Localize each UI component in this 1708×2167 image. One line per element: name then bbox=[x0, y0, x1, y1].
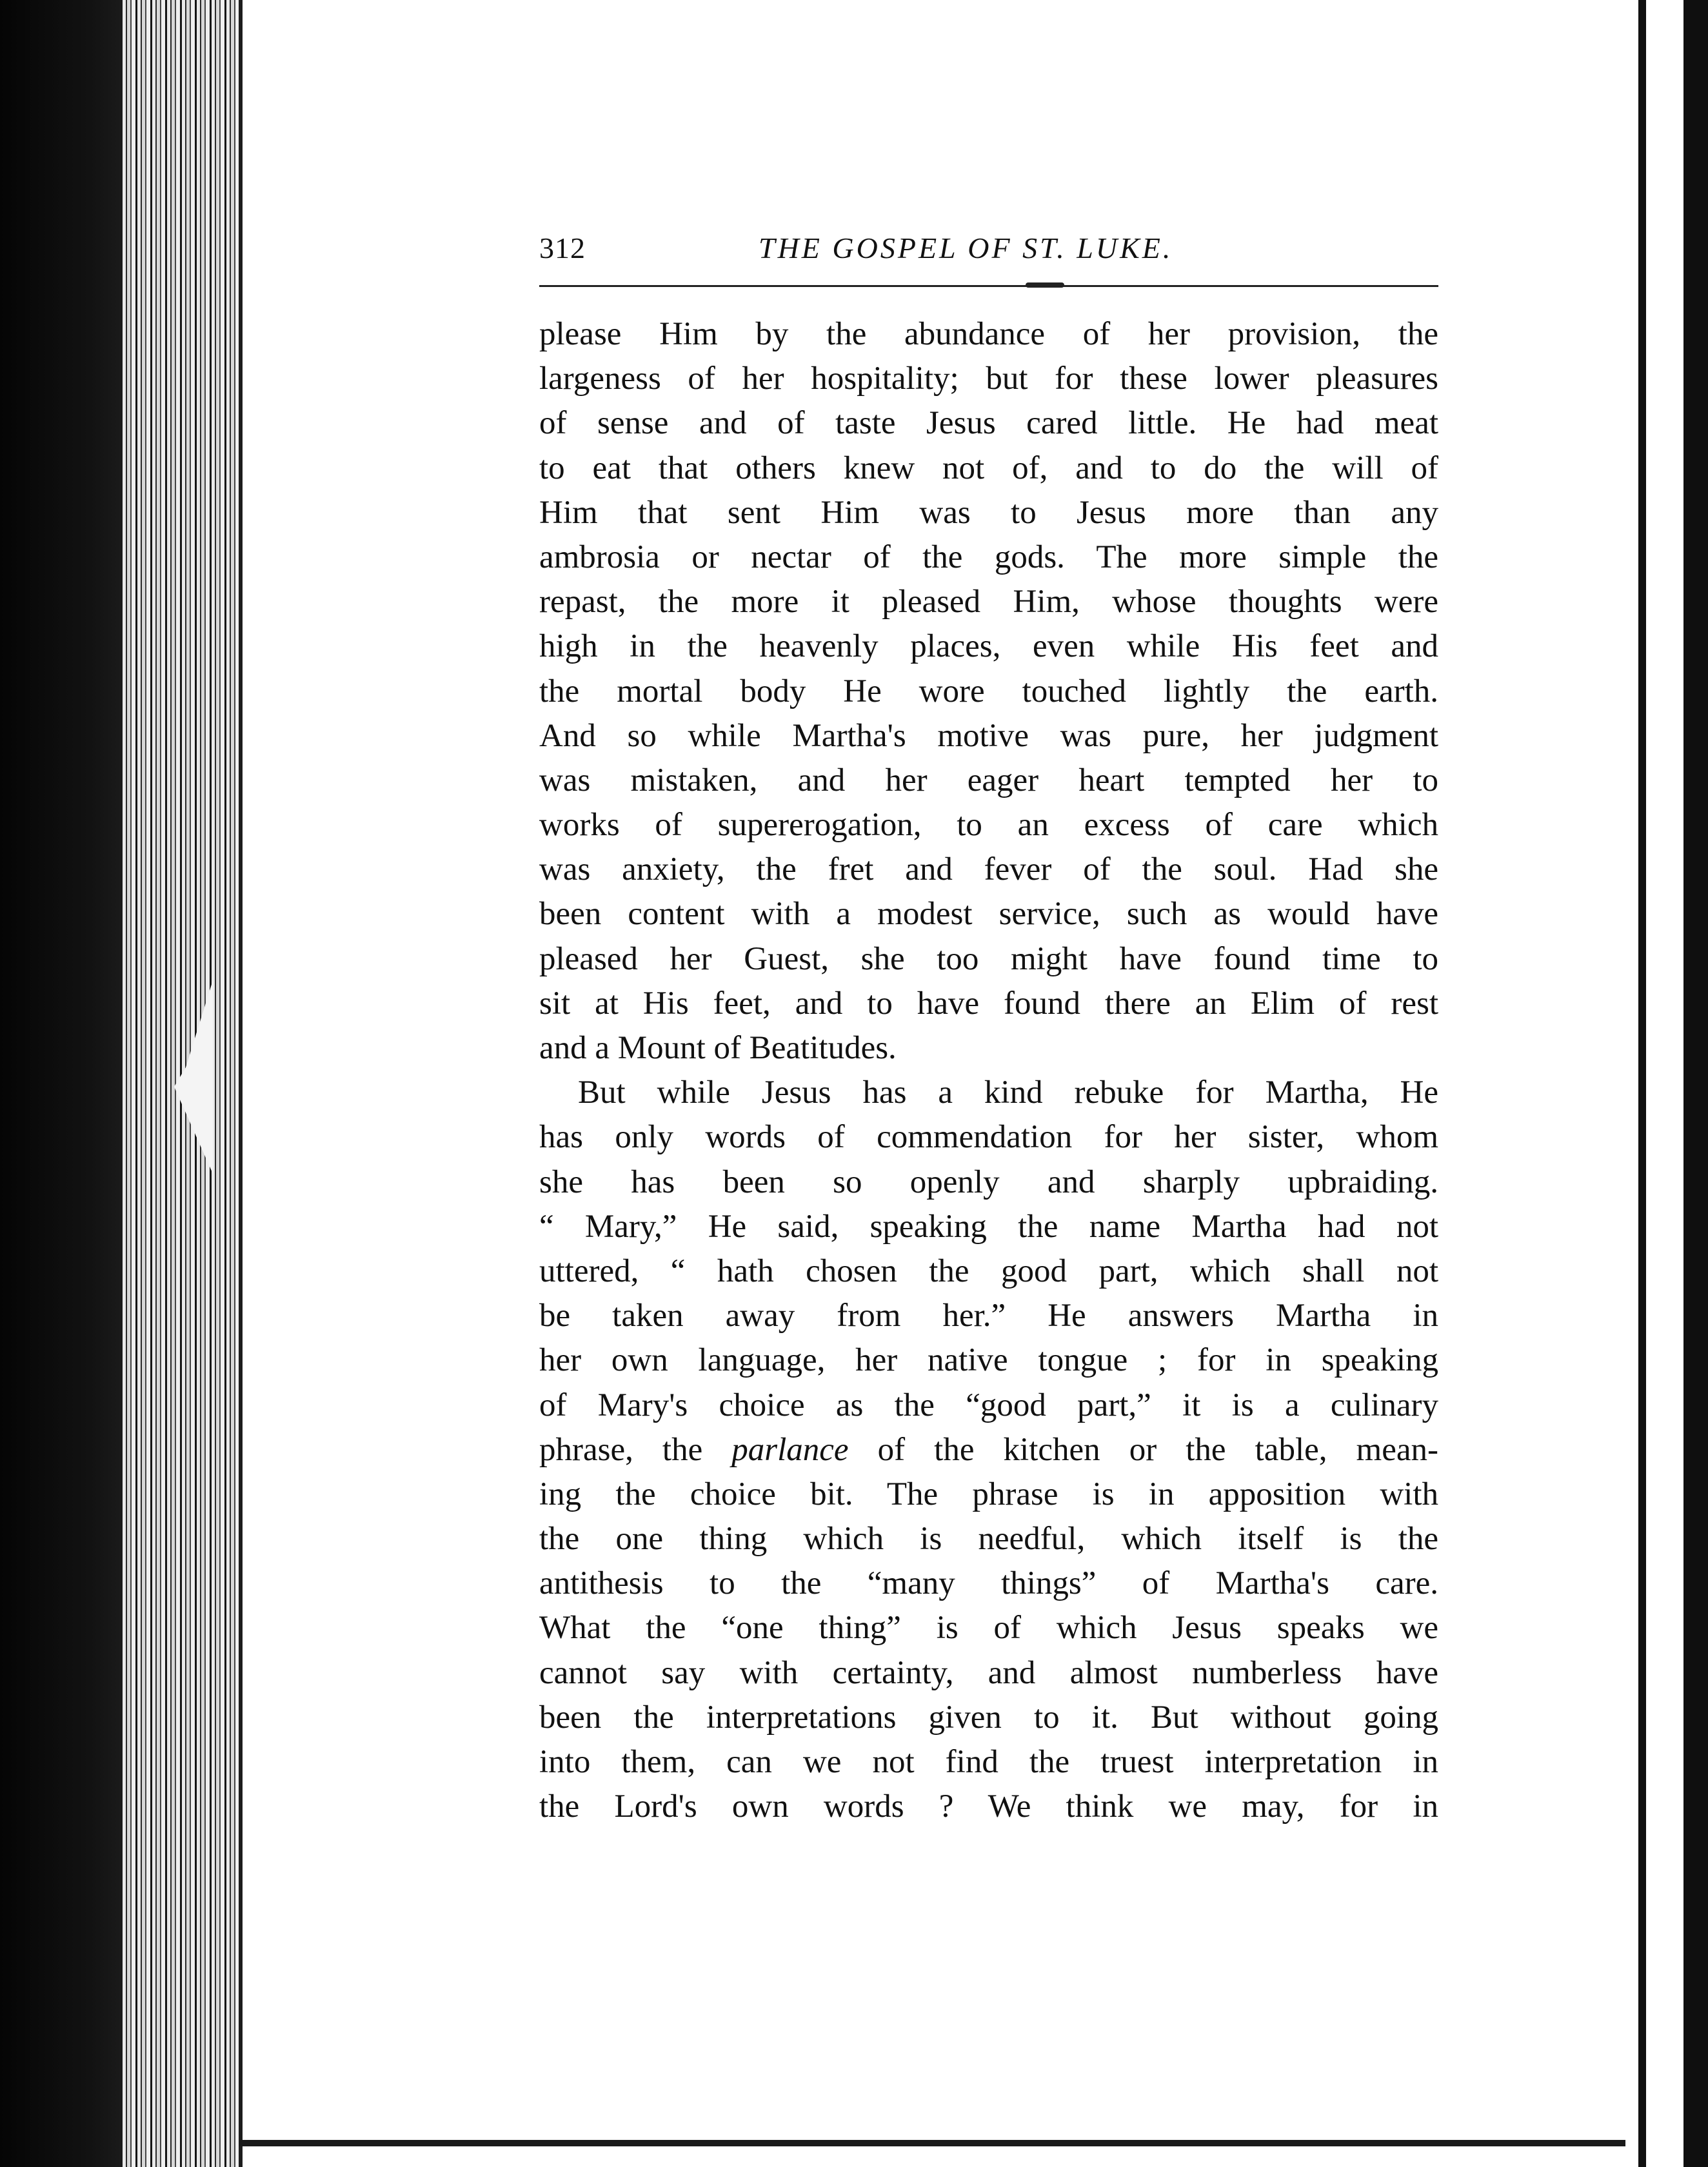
text-line: cannot say with certainty, and almost numberless have bbox=[539, 1654, 1438, 1691]
text-line: has only words of commendation for her sister, whom bbox=[539, 1119, 1438, 1156]
text-line: largeness of her hospitality; but for these lower pleasures bbox=[539, 361, 1438, 397]
paragraph-start-line: But while Jesus has a kind rebuke for Martha, He bbox=[578, 1074, 1438, 1111]
text-line: to eat that others knew not of, and to do the will of bbox=[539, 450, 1438, 486]
text-line: “ Mary,” He said, speaking the name Martha had not bbox=[539, 1208, 1438, 1245]
text-line: uttered, “ hath chosen the good part, which shall not bbox=[539, 1252, 1438, 1289]
running-title: THE GOSPEL OF ST. LUKE. bbox=[759, 232, 1173, 264]
text-line: high in the heavenly places, even while His feet and bbox=[539, 628, 1438, 665]
scan-background-right bbox=[1625, 0, 1708, 2167]
text-line: pleased her Guest, she too might have found time to bbox=[539, 940, 1438, 977]
text-line: the Lord's own words ? We think we may, for in bbox=[539, 1788, 1438, 1825]
scan-background-left bbox=[0, 0, 129, 2167]
text-line: Him that sent Him was to Jesus more than any bbox=[539, 494, 1438, 531]
text-line: her own language, her native tongue ; for in speaking bbox=[539, 1342, 1438, 1379]
text-line: antithesis to the “many things” of Martha's care. bbox=[539, 1565, 1438, 1602]
text-line: repast, the more it pleased Him, whose thoughts were bbox=[539, 584, 1438, 620]
text-line: of Mary's choice as the “good part,” it is a culinary bbox=[539, 1387, 1438, 1423]
text-line: ambrosia or nectar of the gods. The more simple the bbox=[539, 539, 1438, 575]
text-line: works of supererogation, to an excess of care which bbox=[539, 807, 1438, 844]
text-line: of sense and of taste Jesus cared little. He had meat bbox=[539, 405, 1438, 442]
paragraph-end-line: and a Mount of Beatitudes. bbox=[539, 1030, 897, 1066]
text-line: sit at His feet, and to have found there an Elim of rest bbox=[539, 985, 1438, 1022]
header-rule-ornament bbox=[1026, 282, 1064, 288]
page-number: 312 bbox=[539, 232, 586, 264]
text-line: was anxiety, the fret and fever of the soul. Had she bbox=[539, 851, 1438, 888]
text-line: please Him by the abundance of her provision, the bbox=[539, 316, 1438, 352]
italic-term: parlance bbox=[731, 1431, 849, 1468]
text-line: was mistaken, and her eager heart tempted her to bbox=[539, 762, 1438, 798]
text-line: been the interpretations given to it. But without going bbox=[539, 1699, 1438, 1736]
text-line: What the “one thing” is of which Jesus speaks we bbox=[539, 1610, 1438, 1647]
text-line: phrase, the parlance of the kitchen or the table, mean- bbox=[539, 1431, 1438, 1468]
text-line: be taken away from her.” He answers Martha in bbox=[539, 1298, 1438, 1334]
running-head bbox=[539, 231, 1438, 270]
text-line: the one thing which is needful, which itself is the bbox=[539, 1521, 1438, 1558]
text-line: been content with a modest service, such as would have bbox=[539, 896, 1438, 933]
header-rule bbox=[539, 285, 1438, 287]
text-line: And so while Martha's motive was pure, her judgment bbox=[539, 717, 1438, 754]
text-line: into them, can we not find the truest interpretation in bbox=[539, 1744, 1438, 1780]
body-text bbox=[539, 312, 1438, 1829]
text-line: she has been so openly and sharply upbraiding. bbox=[539, 1163, 1438, 1200]
page-bottom-edge bbox=[239, 2140, 1625, 2146]
text-line: ing the choice bit. The phrase is in apposition with bbox=[539, 1476, 1438, 1512]
text-line: the mortal body He wore touched lightly the earth. bbox=[539, 673, 1438, 709]
